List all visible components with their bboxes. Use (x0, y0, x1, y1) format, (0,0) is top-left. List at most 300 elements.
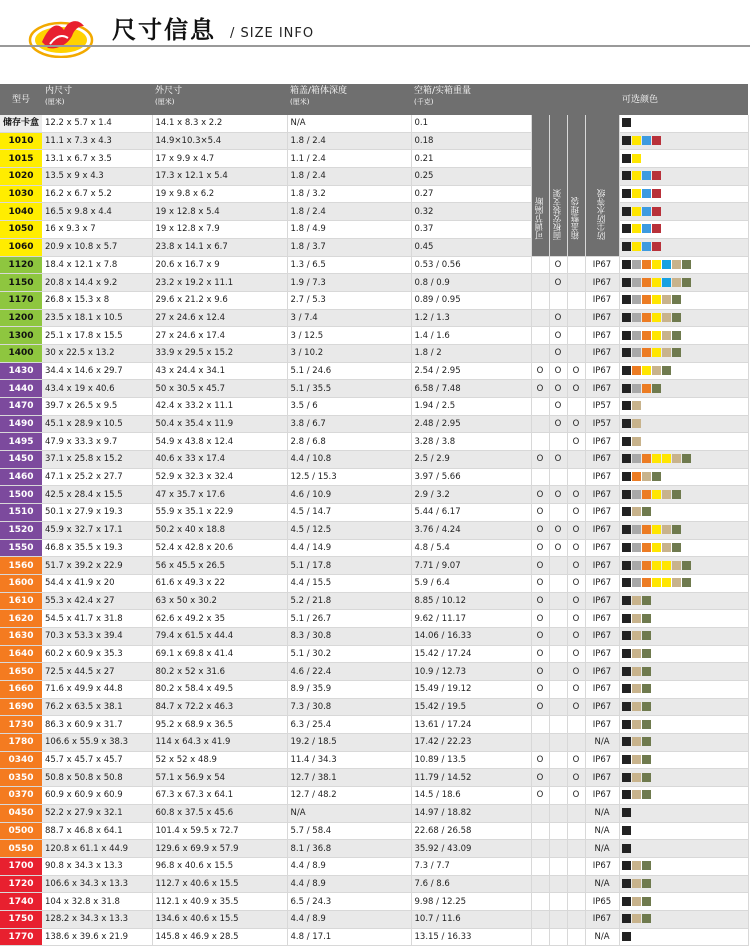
weight-cell: 15.42 / 17.24 (411, 645, 531, 663)
color-swatch (642, 260, 651, 269)
ip-rating-cell: IP65 (585, 893, 619, 911)
color-swatch (662, 525, 671, 534)
inner-size-cell: 20.8 x 14.4 x 9.2 (42, 274, 152, 292)
adjustable-divider-cell (531, 433, 549, 451)
model-cell: 1440 (0, 380, 42, 398)
table-row (0, 327, 748, 345)
outer-size-cell: 14.9×10.3×5.4 (152, 132, 287, 150)
table-row (0, 734, 748, 752)
table-header-row (0, 84, 748, 115)
color-options-cell (619, 928, 748, 946)
color-swatch (682, 578, 691, 587)
ip-rating-cell: IP67 (585, 857, 619, 875)
weight-cell: 5.44 / 6.17 (411, 504, 531, 522)
depth-cell: 6.5 / 24.3 (287, 893, 411, 911)
inner-size-cell: 47.1 x 25.2 x 27.7 (42, 468, 152, 486)
weight-cell: 3.97 / 5.66 (411, 468, 531, 486)
color-swatch (622, 525, 631, 534)
lid-organizer-cell (567, 291, 585, 309)
color-swatch (652, 543, 661, 552)
color-swatch (642, 649, 651, 658)
color-swatch (642, 331, 651, 340)
depth-cell: 4.4 / 8.9 (287, 875, 411, 893)
weight-cell: 1.94 / 2.5 (411, 398, 531, 416)
color-swatch (662, 260, 671, 269)
color-swatch (622, 313, 631, 322)
ip-rating-cell: IP57 (585, 398, 619, 416)
model-cell: 0450 (0, 804, 42, 822)
table-row (0, 557, 748, 575)
model-cell: 1620 (0, 610, 42, 628)
outer-size-cell: 19 x 9.8 x 6.2 (152, 185, 287, 203)
color-swatch (642, 790, 651, 799)
outer-size-cell: 101.4 x 59.5 x 72.7 (152, 822, 287, 840)
color-swatch (642, 348, 651, 357)
color-swatch (632, 914, 641, 923)
table-row (0, 451, 748, 469)
model-cell: 0350 (0, 769, 42, 787)
color-swatch (632, 631, 641, 640)
color-swatch (622, 578, 631, 587)
ip-rating-cell: IP67 (585, 451, 619, 469)
color-options-cell (619, 398, 748, 416)
table-row (0, 681, 748, 699)
header-depth: 箱盖/箱体深度 (厘米) (287, 84, 411, 115)
outer-size-cell: 19 x 12.8 x 5.4 (152, 203, 287, 221)
table-row (0, 132, 748, 150)
color-swatch (662, 313, 671, 322)
color-swatch (622, 667, 631, 676)
panel-bracket-cell (549, 627, 567, 645)
color-swatch (622, 914, 631, 923)
ip-rating-cell: IP67 (585, 769, 619, 787)
depth-cell: 1.8 / 2.4 (287, 203, 411, 221)
adjustable-divider-cell: O (531, 787, 549, 805)
inner-size-cell: 16.2 x 6.7 x 5.2 (42, 185, 152, 203)
adjustable-divider-cell: O (531, 769, 549, 787)
color-swatch (652, 313, 661, 322)
outer-size-cell: 134.6 x 40.6 x 15.5 (152, 910, 287, 928)
color-options-cell (619, 610, 748, 628)
lid-organizer-cell (567, 716, 585, 734)
color-swatch (652, 278, 661, 287)
inner-size-cell: 12.2 x 5.7 x 1.4 (42, 115, 152, 132)
outer-size-cell: 19 x 12.8 x 7.9 (152, 221, 287, 239)
color-options-cell (619, 203, 748, 221)
inner-size-cell: 50.8 x 50.8 x 50.8 (42, 769, 152, 787)
lid-organizer-cell: O (567, 380, 585, 398)
color-options-cell (619, 681, 748, 699)
color-swatch (622, 826, 631, 835)
panel-bracket-cell: O (549, 451, 567, 469)
depth-cell: 5.7 / 58.4 (287, 822, 411, 840)
color-swatch (662, 490, 671, 499)
weight-cell: 1.8 / 2 (411, 344, 531, 362)
inner-size-cell: 46.8 x 35.5 x 19.3 (42, 539, 152, 557)
outer-size-cell: 54.9 x 43.8 x 12.4 (152, 433, 287, 451)
table-row (0, 291, 748, 309)
color-swatch (652, 189, 661, 198)
adjustable-divider-cell: O (531, 451, 549, 469)
panel-bracket-cell (549, 875, 567, 893)
inner-size-cell: 71.6 x 49.9 x 44.8 (42, 681, 152, 699)
ip-rating-cell: IP67 (585, 663, 619, 681)
color-options-cell (619, 504, 748, 522)
color-options-cell (619, 840, 748, 858)
color-swatch (622, 437, 631, 446)
ip-rating-cell: IP67 (585, 716, 619, 734)
color-options-cell (619, 716, 748, 734)
outer-size-cell: 17.3 x 12.1 x 5.4 (152, 168, 287, 186)
weight-cell: 9.98 / 12.25 (411, 893, 531, 911)
ip-rating-cell: N/A (585, 804, 619, 822)
inner-size-cell: 50.1 x 27.9 x 19.3 (42, 504, 152, 522)
color-swatch (622, 932, 631, 941)
color-swatch (622, 861, 631, 870)
color-swatch (632, 437, 641, 446)
color-swatch (652, 242, 661, 251)
inner-size-cell: 20.9 x 10.8 x 5.7 (42, 238, 152, 256)
inner-size-cell: 18.4 x 12.1 x 7.8 (42, 256, 152, 274)
depth-cell: 3 / 10.2 (287, 344, 411, 362)
adjustable-divider-cell: O (531, 504, 549, 522)
table-row (0, 362, 748, 380)
table-row (0, 168, 748, 186)
weight-cell: 10.7 / 11.6 (411, 910, 531, 928)
color-swatch (642, 702, 651, 711)
color-swatch (632, 384, 641, 393)
ip-rating-cell: N/A (585, 928, 619, 946)
color-options-cell (619, 645, 748, 663)
model-cell: 1010 (0, 132, 42, 150)
adjustable-divider-cell (531, 344, 549, 362)
depth-cell: 4.6 / 22.4 (287, 663, 411, 681)
panel-bracket-cell (549, 468, 567, 486)
weight-cell: 2.9 / 3.2 (411, 486, 531, 504)
color-swatch (642, 861, 651, 870)
color-swatch (652, 136, 661, 145)
color-swatch (642, 684, 651, 693)
table-row (0, 857, 748, 875)
panel-bracket-cell: O (549, 398, 567, 416)
outer-size-cell: 60.8 x 37.5 x 45.6 (152, 804, 287, 822)
ip-rating-cell: IP67 (585, 521, 619, 539)
ip-rating-cell: IP57 (585, 415, 619, 433)
table-row (0, 610, 748, 628)
color-swatch (632, 454, 641, 463)
color-swatch (622, 737, 631, 746)
table-row (0, 344, 748, 362)
color-swatch (642, 171, 651, 180)
panel-bracket-cell: O (549, 256, 567, 274)
color-swatch (632, 366, 641, 375)
depth-cell: 12.5 / 15.3 (287, 468, 411, 486)
color-swatch (672, 490, 681, 499)
color-swatch (652, 384, 661, 393)
color-swatch (622, 136, 631, 145)
inner-size-cell: 106.6 x 34.3 x 13.3 (42, 875, 152, 893)
outer-size-cell: 63 x 50 x 30.2 (152, 592, 287, 610)
outer-size-cell: 95.2 x 68.9 x 36.5 (152, 716, 287, 734)
lid-organizer-cell: O (567, 574, 585, 592)
color-swatch (632, 507, 641, 516)
outer-size-cell: 47 x 35.7 x 17.6 (152, 486, 287, 504)
color-swatch (622, 702, 631, 711)
weight-cell: 0.8 / 0.9 (411, 274, 531, 292)
model-cell: 1520 (0, 521, 42, 539)
model-cell: 1015 (0, 150, 42, 168)
table-row (0, 486, 748, 504)
table-row (0, 380, 748, 398)
color-swatch (622, 224, 631, 233)
color-swatch (622, 384, 631, 393)
depth-cell: 1.8 / 2.4 (287, 168, 411, 186)
color-swatch (632, 331, 641, 340)
depth-cell: 3.8 / 6.7 (287, 415, 411, 433)
color-options-cell (619, 557, 748, 575)
depth-cell: 11.4 / 34.3 (287, 751, 411, 769)
color-options-cell (619, 327, 748, 345)
ip-rating-cell: IP67 (585, 327, 619, 345)
depth-cell: 1.3 / 6.5 (287, 256, 411, 274)
model-cell: 1640 (0, 645, 42, 663)
color-swatch (622, 278, 631, 287)
color-swatch (672, 561, 681, 570)
color-swatch (652, 260, 661, 269)
table-row (0, 698, 748, 716)
depth-cell: 5.1 / 30.2 (287, 645, 411, 663)
adjustable-divider-cell (531, 822, 549, 840)
depth-cell: 5.1 / 26.7 (287, 610, 411, 628)
color-swatch (632, 171, 641, 180)
color-swatch (662, 278, 671, 287)
color-options-cell (619, 627, 748, 645)
weight-cell: 22.68 / 26.58 (411, 822, 531, 840)
table-row (0, 468, 748, 486)
color-swatch (652, 348, 661, 357)
model-cell: 1020 (0, 168, 42, 186)
adjustable-divider-cell (531, 309, 549, 327)
ip-rating-cell: IP67 (585, 539, 619, 557)
outer-size-cell: 112.1 x 40.9 x 35.5 (152, 893, 287, 911)
outer-size-cell: 56 x 45.5 x 26.5 (152, 557, 287, 575)
panel-bracket-cell (549, 840, 567, 858)
ip-rating-cell: IP67 (585, 910, 619, 928)
adjustable-divider-cell: O (531, 751, 549, 769)
model-cell: 1495 (0, 433, 42, 451)
color-swatch (632, 684, 641, 693)
model-cell: 储存卡盒 (0, 115, 42, 132)
color-swatch (652, 171, 661, 180)
model-cell: 1780 (0, 734, 42, 752)
lid-organizer-cell: O (567, 645, 585, 663)
color-swatch (672, 260, 681, 269)
model-cell: 1720 (0, 875, 42, 893)
lid-organizer-cell (567, 893, 585, 911)
color-options-cell (619, 769, 748, 787)
color-options-cell (619, 168, 748, 186)
feature-label: 可调节隔断 (534, 197, 545, 240)
color-swatch (652, 224, 661, 233)
color-swatch (662, 561, 671, 570)
ip-rating-cell: IP67 (585, 362, 619, 380)
depth-cell: 12.7 / 48.2 (287, 787, 411, 805)
panel-bracket-cell: O (549, 344, 567, 362)
color-options-cell (619, 309, 748, 327)
model-cell: 1510 (0, 504, 42, 522)
color-swatch (672, 295, 681, 304)
color-swatch (632, 295, 641, 304)
color-swatch (622, 808, 631, 817)
color-swatch (642, 207, 651, 216)
color-swatch (652, 525, 661, 534)
color-swatch (622, 207, 631, 216)
outer-size-cell: 80.2 x 52 x 31.6 (152, 663, 287, 681)
color-swatch (622, 189, 631, 198)
color-options-cell (619, 787, 748, 805)
depth-cell: 3 / 12.5 (287, 327, 411, 345)
panel-bracket-cell: O (549, 486, 567, 504)
color-swatch (642, 472, 651, 481)
table-row (0, 910, 748, 928)
color-swatch (652, 207, 661, 216)
color-options-cell (619, 857, 748, 875)
outer-size-cell: 80.2 x 58.4 x 49.5 (152, 681, 287, 699)
model-cell: 1430 (0, 362, 42, 380)
color-swatch (642, 525, 651, 534)
color-swatch (672, 525, 681, 534)
adjustable-divider-cell: O (531, 645, 549, 663)
weight-cell: 2.54 / 2.95 (411, 362, 531, 380)
color-options-cell (619, 734, 748, 752)
color-options-cell (619, 893, 748, 911)
color-swatch (642, 773, 651, 782)
panel-bracket-cell (549, 910, 567, 928)
inner-size-cell: 128.2 x 34.3 x 13.3 (42, 910, 152, 928)
ip-rating-cell: IP67 (585, 574, 619, 592)
color-swatch (632, 702, 641, 711)
ip-rating-cell: IP67 (585, 751, 619, 769)
weight-cell: 0.27 (411, 185, 531, 203)
inner-size-cell: 26.8 x 15.3 x 8 (42, 291, 152, 309)
adjustable-divider-cell: O (531, 610, 549, 628)
color-swatch (622, 348, 631, 357)
model-cell: 1600 (0, 574, 42, 592)
table-row (0, 840, 748, 858)
table-row (0, 521, 748, 539)
color-options-cell (619, 238, 748, 256)
lid-organizer-cell (567, 910, 585, 928)
color-swatch (642, 507, 651, 516)
color-options-cell (619, 875, 748, 893)
inner-size-cell: 60.2 x 60.9 x 35.3 (42, 645, 152, 663)
outer-size-cell: 52 x 52 x 48.9 (152, 751, 287, 769)
header-outer-size: 外尺寸 (厘米) (152, 84, 287, 115)
color-options-cell (619, 698, 748, 716)
inner-size-cell: 45.1 x 28.9 x 10.5 (42, 415, 152, 433)
color-swatch (622, 454, 631, 463)
table-row (0, 592, 748, 610)
color-swatch (662, 348, 671, 357)
inner-size-cell: 13.1 x 6.7 x 3.5 (42, 150, 152, 168)
header-divider (0, 45, 750, 47)
table-row (0, 751, 748, 769)
model-cell: 1690 (0, 698, 42, 716)
color-swatch (642, 631, 651, 640)
inner-size-cell: 51.7 x 39.2 x 22.9 (42, 557, 152, 575)
feature-label: 面板安装支架 (552, 188, 563, 240)
color-swatch (632, 313, 641, 322)
color-swatch (662, 543, 671, 552)
color-swatch (632, 401, 641, 410)
inner-size-cell: 23.5 x 18.1 x 10.5 (42, 309, 152, 327)
feature-header-f4 (585, 115, 619, 256)
outer-size-cell: 23.2 x 19.2 x 11.1 (152, 274, 287, 292)
lid-organizer-cell (567, 274, 585, 292)
outer-size-cell: 33.9 x 29.5 x 15.2 (152, 344, 287, 362)
adjustable-divider-cell: O (531, 663, 549, 681)
color-swatch (672, 278, 681, 287)
model-cell: 1610 (0, 592, 42, 610)
color-swatch (642, 667, 651, 676)
inner-size-cell: 42.5 x 28.4 x 15.5 (42, 486, 152, 504)
color-swatch (632, 561, 641, 570)
model-cell: 1060 (0, 238, 42, 256)
lid-organizer-cell (567, 875, 585, 893)
color-swatch (622, 331, 631, 340)
color-swatch (632, 879, 641, 888)
ip-rating-cell: IP67 (585, 557, 619, 575)
outer-size-cell: 27 x 24.6 x 17.4 (152, 327, 287, 345)
weight-cell: 2.5 / 2.9 (411, 451, 531, 469)
color-swatch (632, 472, 641, 481)
weight-cell: 14.06 / 16.33 (411, 627, 531, 645)
model-cell: 1170 (0, 291, 42, 309)
color-swatch (652, 454, 661, 463)
outer-size-cell: 55.9 x 35.1 x 22.9 (152, 504, 287, 522)
inner-size-cell: 106.6 x 55.9 x 38.3 (42, 734, 152, 752)
inner-size-cell: 16.5 x 9.8 x 4.4 (42, 203, 152, 221)
panel-bracket-cell (549, 663, 567, 681)
outer-size-cell: 29.6 x 21.2 x 9.6 (152, 291, 287, 309)
model-cell: 1630 (0, 627, 42, 645)
ip-rating-cell: IP67 (585, 698, 619, 716)
color-swatch (682, 278, 691, 287)
model-cell: 1120 (0, 256, 42, 274)
model-cell: 1300 (0, 327, 42, 345)
depth-cell: 3.5 / 6 (287, 398, 411, 416)
adjustable-divider-cell (531, 928, 549, 946)
lid-organizer-cell: O (567, 610, 585, 628)
adjustable-divider-cell (531, 893, 549, 911)
weight-cell: 17.42 / 22.23 (411, 734, 531, 752)
inner-size-cell: 16 x 9.3 x 7 (42, 221, 152, 239)
color-swatch (642, 242, 651, 251)
lid-organizer-cell (567, 256, 585, 274)
depth-cell: 4.6 / 10.9 (287, 486, 411, 504)
adjustable-divider-cell (531, 840, 549, 858)
panel-bracket-cell (549, 610, 567, 628)
table-row (0, 928, 748, 946)
weight-cell: 7.3 / 7.7 (411, 857, 531, 875)
color-options-cell (619, 185, 748, 203)
feature-label: 防尘防水等级 (596, 188, 607, 240)
color-swatch (642, 295, 651, 304)
ip-rating-cell: IP67 (585, 468, 619, 486)
depth-cell: 7.3 / 30.8 (287, 698, 411, 716)
size-table (0, 84, 749, 946)
weight-cell: 3.28 / 3.8 (411, 433, 531, 451)
